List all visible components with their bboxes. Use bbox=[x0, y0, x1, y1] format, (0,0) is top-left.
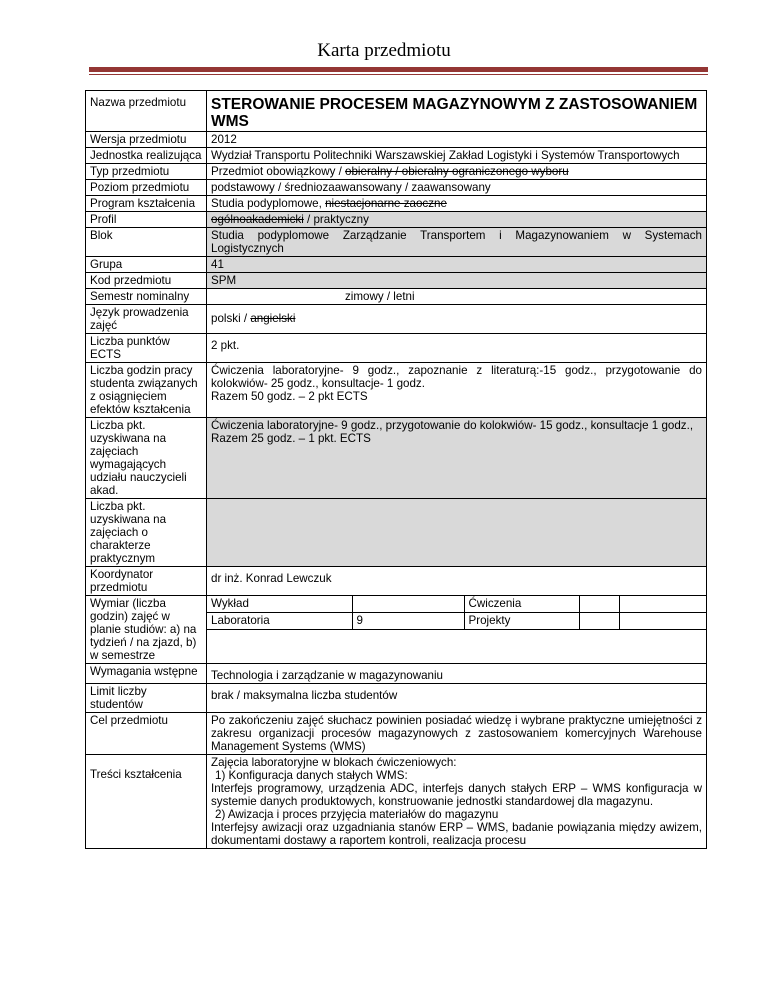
course-card-table bbox=[85, 90, 707, 849]
label-profil: Profil bbox=[86, 212, 207, 228]
row-nazwa bbox=[86, 91, 707, 132]
value-typ-active: Przedmiot obowiązkowy / bbox=[211, 165, 346, 178]
header-rule-thin bbox=[89, 74, 708, 75]
hours-cwiczenia-label: Ćwiczenia bbox=[464, 596, 579, 613]
label-wymagania: Wymagania wstępne bbox=[86, 664, 207, 684]
value-jezyk bbox=[207, 305, 707, 334]
hours-empty-1 bbox=[619, 596, 706, 613]
page-header-title: Karta przedmiotu bbox=[317, 40, 451, 61]
label-poziom: Poziom przedmiotu bbox=[86, 180, 207, 196]
row-cel bbox=[86, 713, 707, 755]
row-ects bbox=[86, 334, 707, 363]
value-program-struck: niestacjonarne zaoczne bbox=[325, 197, 447, 210]
row-koordynator bbox=[86, 567, 707, 596]
hours-laboratoria-value: 9 bbox=[352, 613, 464, 630]
row-tresci bbox=[86, 755, 707, 849]
label-cel: Cel przedmiotu bbox=[86, 713, 207, 755]
hours-empty-3 bbox=[207, 630, 706, 659]
row-program bbox=[86, 196, 707, 212]
value-grupa: 41 bbox=[207, 257, 707, 273]
value-wersja: 2012 bbox=[207, 132, 707, 148]
label-nazwa: Nazwa przedmiotu bbox=[86, 91, 207, 132]
row-typ bbox=[86, 164, 707, 180]
label-blok: Blok bbox=[86, 228, 207, 257]
course-title: STEROWANIE PROCESEM MAGAZYNOWYM Z ZASTOSOWANIEM WMS bbox=[207, 91, 707, 132]
row-godziny bbox=[86, 363, 707, 418]
value-pkt-udzial bbox=[207, 418, 707, 499]
hours-row-3 bbox=[207, 630, 706, 659]
label-pkt-udzial: Liczba pkt. uzyskiwana na zajęciach wymagających udziału nauczycieli akad. bbox=[86, 418, 207, 499]
label-jednostka: Jednostka realizująca bbox=[86, 148, 207, 164]
value-program bbox=[207, 196, 707, 212]
label-pkt-prakt: Liczba pkt. uzyskiwana na zajęciach o charakterze praktycznym bbox=[86, 499, 207, 567]
value-poziom: podstawowy / średniozaawansowany / zaawansowany bbox=[207, 180, 707, 196]
hours-row-1 bbox=[207, 596, 706, 613]
label-jezyk: Język prowadzenia zajęć bbox=[86, 305, 207, 334]
value-pkt-udzial-line1: Ćwiczenia laboratoryjne- 9 godz., przygotowanie do kolokwiów- 15 godz., konsultacje 1 godz., bbox=[211, 419, 694, 432]
row-wymagania bbox=[86, 664, 707, 684]
tresci-item1-text: Interfejs programowy, urządzenia ADC, interfejs danych stałych ERP – WMS konfiguracja w systemie danych produktowych, konstruowanie jednostki standardowej dla magazynu. bbox=[211, 782, 702, 808]
value-jednostka: Wydział Transportu Politechniki Warszawskiej Zakład Logistyki i Systemów Transportowych bbox=[207, 148, 707, 164]
label-grupa: Grupa bbox=[86, 257, 207, 273]
hours-table bbox=[207, 596, 706, 658]
row-kod bbox=[86, 273, 707, 289]
label-wymiar: Wymiar (liczba godzin) zajęć w planie studiów: a) na tydzień / na zjazd, b) w semestrze bbox=[86, 596, 207, 664]
value-profil bbox=[207, 212, 707, 228]
label-koordynator: Koordynator przedmiotu bbox=[86, 567, 207, 596]
row-profil bbox=[86, 212, 707, 228]
value-blok: Studia podyplomowe Zarządzanie Transportem i Magazynowaniem w Systemach Logistycznych bbox=[207, 228, 707, 257]
row-grupa bbox=[86, 257, 707, 273]
value-jezyk-active: polski / bbox=[211, 312, 251, 325]
row-wersja bbox=[86, 132, 707, 148]
label-semestr: Semestr nominalny bbox=[86, 289, 207, 305]
hours-laboratoria-label: Laboratoria bbox=[207, 613, 352, 630]
row-wymiar bbox=[86, 596, 707, 664]
value-typ bbox=[207, 164, 707, 180]
label-program: Program kształcenia bbox=[86, 196, 207, 212]
row-pkt-prakt bbox=[86, 499, 707, 567]
label-kod: Kod przedmiotu bbox=[86, 273, 207, 289]
hours-projekty-label: Projekty bbox=[464, 613, 579, 630]
value-semestr-text: zimowy / letni bbox=[345, 290, 415, 303]
row-semestr bbox=[86, 289, 707, 305]
hours-empty-2 bbox=[619, 613, 706, 630]
value-pkt-udzial-line2: Razem 25 godz. – 1 pkt. ECTS bbox=[211, 432, 371, 445]
row-pkt-udzial bbox=[86, 418, 707, 499]
label-tresci: Treści kształcenia bbox=[86, 755, 207, 849]
value-wymagania: Technologia i zarządzanie w magazynowaniu bbox=[207, 664, 707, 684]
value-cel: Po zakończeniu zajęć słuchacz powinien posiadać wiedzę i wybrane praktyczne umiejętności z zakresu organizacji procesów magazynowych z zastosowaniem komercyjnych Warehouse Management Systems (WMS) bbox=[207, 713, 707, 755]
value-typ-struck: obieralny / obieralny ograniczonego wyboru bbox=[345, 165, 569, 178]
header-rule bbox=[89, 67, 708, 72]
hours-wyklad-value bbox=[352, 596, 464, 613]
row-jednostka bbox=[86, 148, 707, 164]
value-godziny-line2: Razem 50 godz. – 2 pkt ECTS bbox=[211, 390, 368, 403]
row-limit bbox=[86, 684, 707, 713]
label-godziny: Liczba godzin pracy studenta związanych z osiągnięciem efektów kształcenia bbox=[86, 363, 207, 418]
tresci-item2-text: Interfejsy awizacji oraz uzgadniania stanów ERP – WMS, badanie powiązania między awizem, dokumentami dostawy a raportem kontroli, realizacja procesu bbox=[211, 821, 702, 847]
value-profil-struck: ogólnoakademicki bbox=[211, 213, 304, 226]
row-blok bbox=[86, 228, 707, 257]
hours-cwiczenia-value bbox=[579, 596, 619, 613]
value-profil-active: / praktyczny bbox=[303, 213, 369, 226]
hours-wyklad-label: Wykład bbox=[207, 596, 352, 613]
row-jezyk bbox=[86, 305, 707, 334]
label-typ: Typ przedmiotu bbox=[86, 164, 207, 180]
value-koordynator: dr inż. Konrad Lewczuk bbox=[207, 567, 707, 596]
hours-row-2 bbox=[207, 613, 706, 630]
label-limit: Limit liczby studentów bbox=[86, 684, 207, 713]
value-semestr bbox=[207, 289, 707, 305]
value-limit: brak / maksymalna liczba studentów bbox=[207, 684, 707, 713]
tresci-intro: Zajęcia laboratoryjne w blokach ćwiczeniowych: bbox=[211, 756, 457, 769]
row-poziom bbox=[86, 180, 707, 196]
value-godziny bbox=[207, 363, 707, 418]
value-program-active: Studia podyplomowe, bbox=[211, 197, 326, 210]
tresci-item1-title: 1) Konfiguracja danych stałych WMS: bbox=[215, 769, 408, 782]
value-kod: SPM bbox=[207, 273, 707, 289]
label-ects: Liczba punktów ECTS bbox=[86, 334, 207, 363]
label-wersja: Wersja przedmiotu bbox=[86, 132, 207, 148]
value-jezyk-struck: angielski bbox=[250, 312, 296, 325]
value-wymiar bbox=[207, 596, 707, 664]
hours-projekty-value bbox=[579, 613, 619, 630]
tresci-item2-title: 2) Awizacja i proces przyjęcia materiałów do magazynu bbox=[215, 808, 499, 821]
value-pkt-prakt bbox=[207, 499, 707, 567]
value-tresci bbox=[207, 755, 707, 849]
value-godziny-line1: Ćwiczenia laboratoryjne- 9 godz., zapoznanie z literaturą:-15 godz., przygotowanie do kolokwiów- 25 godz., konsultacje- 1 godz. bbox=[211, 364, 702, 390]
value-ects: 2 pkt. bbox=[207, 334, 707, 363]
